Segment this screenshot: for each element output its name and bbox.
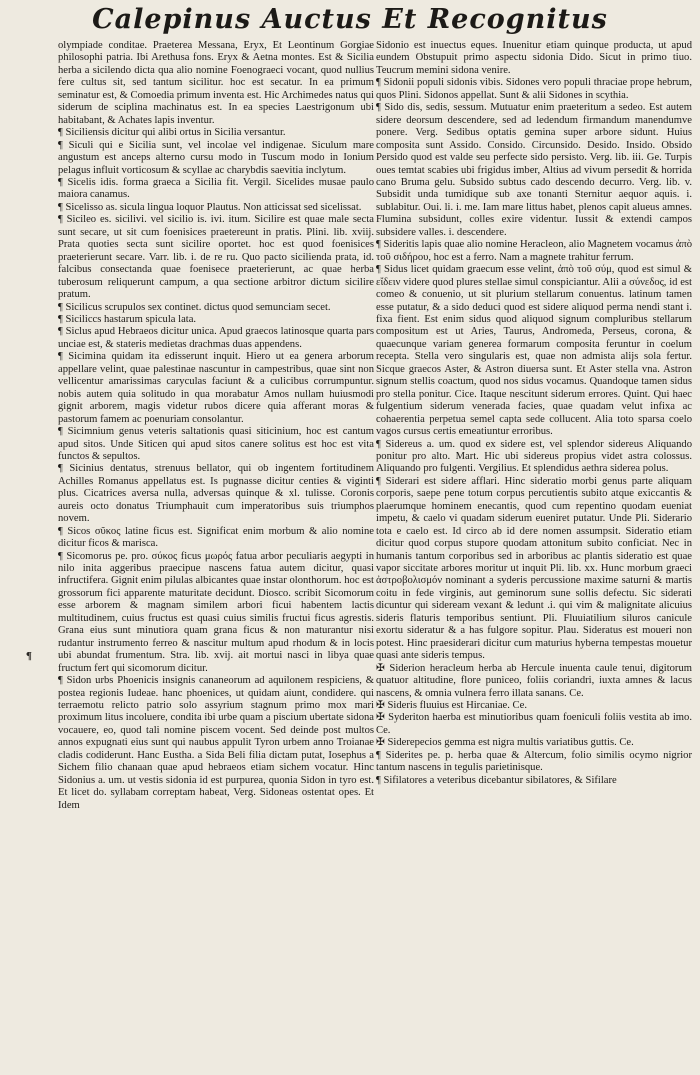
entry-sicos: ¶ Sicos σῦκος latine ficus est. Significat enim morbum & alio nomine dicitur ficos & marisca. [58,525,374,550]
entry-siciliensis: ¶ Siciliensis dicitur qui alibi ortus in Sicilia versantur. [58,127,286,139]
entry-sicileo: ¶ Sicileo es. sicilivi. vel sicilio is. ivi. itum. Sicilire est quae male secta sunt secare, ut sit cum foenisices praetereunt in pratis. Plini. lib. xviij. Prata quoties secta sunt sicilire oportet. hoc est quod foenisices praeterierunt secare. Varr. lib. i. de re ru. Quo pacto sicilienda prata, id. falcibus consectanda quae foenisece praeterierunt, ac quae herba tuberosum reliquerunt campum, a qua sectione arbitror dictum sicilire pratum. [58,214,374,301]
entry-sicelis: ¶ Sicelis idis. forma graeca a Sicilia fit. Vergil. Sicelides musae paulo maiora canamus. [58,176,374,201]
entry-sicilicus: ¶ Sicilicus scrupulos sex continet. dictus quod semunciam secet. [58,301,331,313]
entry-sicimnium: ¶ Sicimnium genus veteris saltationis quasi siticinium, hoc est cantum apud sitos. Unde Siticen qui apud sitos canere solitus est hoc est vita functos & sepultos. [58,426,374,462]
entry-sideris: ✠ Sideris fluuius est Hircaniae. Ce. [376,700,527,712]
entry-sidus: ¶ Sidus licet quidam graecum esse velint, ἀπὸ τοῦ σύμ, quod est simul & εἴδειν videre quod plures stellae simul conspiciantur. Alii a σύνεδος, id est comeo & conuenio, ut sit plurium stellarum conuentus. latinum tamen esse putatur, & a sido deduci quod est sidere aliquod perma nendi stant i. fixa fient. Est enim sidus quod aliquod signum compluribus stellarum compositum est ut Aries, Taurus, Andromeda, Perseus, corona, & quaecunque variam generea formarum composita feruntur in coelum recepta. Stella vero singularis est, quae non admista alijs sola fertur. Sicque graecos Aster, & Astron diuersa sunt. Et Aster stella vna. Astron signum stellis coactum, quod nos sidus vocamus. Quandoque tamen sidus pro stella ponitur. Cice. Itaque nescitunt siderum errores. Quint. Qui haec fulgentium siderum venerada facies, quae quadam velut infixa ac cohaerentia perpetua semel capta sede collucent. Alia toto sparsa coelo vagos cursus certis emeatiuntur erroribus. [376,264,692,438]
left-column [58,40,374,1050]
entry-sidonii: ¶ Sidonii populi sidonis vibis. Sidones vero populi thraciae prope hebrum, quos Plini. Sidonos appellat. Sunt & alii Sidones in scythia. [376,77,692,101]
entry-sidereus: ¶ Sidereus a. um. quod ex sidere est, vel splendor sidereus Aliquando ponitur pro alto. Mart. Hic ubi sidereus propius videt astra colossus. Aliquando pro fulgenti. Vergilius. Et splendidus aethra siderea polus. [376,438,692,475]
entry-sidonio: Sidonio est inuectus eques. Inuenitur etiam quinque producta, ut apud eundem Obstupuit primo aspectu sidonia Dido. Sicut in primo tiuo. Teucrum memini sidona venire. [376,40,692,76]
right-column [376,40,692,1050]
entry-sicelisso: ¶ Sicelisso as. sicula lingua loquor Plautus. Non atticissat sed sicelissat. [58,201,362,213]
entry-siderites: ¶ Siderites pe. p. herba quae & Altercum, folio similis ocymo nigrior tantum nascens in tegulis parietinisque. [376,749,692,774]
entry-sicinius: ¶ Sicinius dentatus, strenuus bellator, qui ob ingentem fortitudinem Achilles Romanus appellatus est. Is pugnasse dicitur centies & viginti plus. Cicatrices aversa nulla, adversas quinque & xl. tulisse. Coronis aureis octo donatus Triumphauit cum imperatoribus suis triumphos novem. [58,463,374,525]
entry-sidon: ¶ Sidon urbs Phoenicis insignis cananeorum ad aquilonem respiciens, & postea regionis Iudeae. hanc phoenices, ut quidam aiunt, condidere. qui terraemotu relicto patrio solo assyrium stagnum primo mox mari proximum litus incoluere, condita ibi urbe quam a piscium ubertate sidona vocauere, eo, quod tali nomine piscem vocent. Sed deinde post multos annos expugnati eius sunt qui naubus appulit Tyron urbem anno Troianae cladis codiderunt. Hanc Eustha. a Sida Beli filia dictam putat, Iosephus a Sichem filio chanaan quae apud hebraeos etiam sichem vocatur. Hinc Sidonius a. um. ut vestis sidonia id est purpurea, quonia Sidon in tyro est. Et licet do. syllabam correptam habeat, Verg. Sidoneas ostentat opes. Et Idem [58,675,374,811]
entry-sido: ¶ Sido dis, sedis, sessum. Mutuatur enim praeteritum a sedeo. Est autem sidere deorsum descendere, sed ad ledendum firmandum manendumve ponere. Verg. Sedibus optatis gemina super arbore sidunt. Huius composita sunt Assido. Consido. Circunsido. Desido. Insido. Obsido Persido quod est valde seu perfecte sido persisto. Verg. lib. iii. Ge. Turpis oues temtat scabies ubi frigidus imber, Altius ad vivum persedit & horrida cano Bruma gelu. Subsido subtus cado descendo decurro. Verg. lib. v. Subsidit unda tumidique sub axe tonanti Sternitur aequor aquis. i. sublabitur. Oui. li. i. me. Iam mare littus habet, plenos capit alueus amnes. Flumina subsidunt, colles exire videntur. Iussit & extendi campos subsidere valles. i. descendere. [376,102,692,238]
margin-paragraph-mark: ¶ [26,650,32,662]
running-head: Calepinus Auctus Et Recognitus [92,4,608,35]
entry-sicomorus: ¶ Sicomorus pe. pro. σύκος ficus μωρός fatua arbor peculiaris aegypti in nilo inita aggeribus praecipue nascens fatua autem dicitur, quasi infructifera. Gignit enim pilulas albicantes quae instar olonthorum. hoc est grossorum fici apparente maturitate decidunt. Diosco. scribit Sicomorum esse arborem & magnam similem arbori ficui habentem lactis multitudinem, cuius fructus est quasi cuius similis fructui ficus agrestis. Grana eius sunt minutiora quam grana ficus & non maturantur nisi rudantur instrumento ferreo & nascitur multum apud rhodum & in locis ubi abundat frumentum. Stra. lib. xvij. ait mortui nasci in libya quae fructum fert qui sicomorum dicitur. [58,550,374,674]
entry-sicimina: ¶ Sicimina quidam ita edisserunt inquit. Hiero ut ea genera arborum appellare velint, quae palestinae nascuntur in campestribus, quae sint non vellicentur amarissimas caryculas faciunt & a culicibus corrumpuntur. nobis autem quia solitudo in qua morabatur Amos nullam huiusmodi gignit arborem, magis videtur rubos dicere quia afferant moras & pastorum famem ac poenuriam consolantur. [58,351,374,425]
entry-siciliccs: ¶ Siciliccs hastarum spicula lata. [58,313,197,325]
entry-olympiade: olympiade conditae. Praeterea Messana, Eryx, Et Leontinum Gorgiae philosophi patria. Ibi Arethusa fons. Eryx & Aetna montes. Est & Sicilia herba a sicilendo dicta qua alio nomine Foenograeci vocant, quod nullius fere cultus sit, sed tantum sicilitur. hoc est secatur. In ea primum seminatur est, & Comoedia primum inventa est. Hic Archimedes natus qui siderum de sciplina machinatus est. In ea species Laestrigonum ubi habitabant, & Achates lapis inventur. [58,40,374,126]
entry-sideritis: ¶ Sideritis lapis quae alio nomine Heracleon, alio Magnetem vocamus ἀπὸ τοῦ σιδήρου, hoc est a ferro. Nam a magnete trahitur ferrum. [376,239,692,263]
entry-siclus: ¶ Siclus apud Hebraeos dicitur unica. Apud graecos latinosque quarta pars unciae est, & stateris medietas drachmas duas appendens. [58,326,374,350]
entry-syderiton: ✠ Syderiton haerba est minutioribus quam foeniculi foliis vestita ab imo. Ce. [376,712,692,736]
entry-siderion: ✠ Siderion heracleum herba ab Hercule inuenta caule tenui, digitorum quatuor altitudine, flore puniceo, foliis coriandri, iuxta amnes & lacus nascens, & omnia vulnera ferro illata sanans. Ce. [376,662,692,699]
entry-siderari: ¶ Siderari est sidere afflari. Hinc sideratio morbi genus parte aliquam corporis, saepe pene totum corpus percutientis subito atque exiccantis & plaerumque hominem enecantis, quod cum repentino quodam eueniat impetu, & caelo vi quadam siderum eueniret putatur. Unde Pli. Siderario tota e caelo est. Id circo ab id dere nomen assumpsit. Sideratio etiam dicitur quod corpus stupore quodam attonitum subito conficiat. Nec in humanis tantum corporibus sed in arboribus ac plantis sideratio est quae vapor siccitate arbores moritur ut inquit Pli. lib. xx. Hunc morbum graeci ἀστροβολισμόν nominant a syderis percussione maxime saturni & martis coitu in fede virginis, aut geminorum sune sollis defectu. Sic siderati dicuntur qui sideream vexant & ledunt .i. qui vim & malignitate alicuius sideris flaturis temporibus sentiunt. Pli. Fluuiatilium siluros canicule exortu sideratur & a has fulgore sopitur. Plau. Sideratus est moueri non potest. Hinc praesiderari dicitur cum maturius hyberna tempestas mouetur quasi ante sideris tempus. [376,475,692,662]
entry-siderepecios: ✠ Siderepecios gemma est nigra multis variatibus guttis. Ce. [376,737,634,749]
entry-siculi: ¶ Siculi qui e Sicilia sunt, vel incolae vel indigenae. Siculum mare angustum est anceps alterno cursu modo in Tuscum modo in Ionium pelagus influit vorticosum & scyllae ac charybdis saevitia inclytum. [58,139,374,176]
entry-sifilatores: ¶ Sifilatores a veteribus dicebantur sibilatores, & Sifilare [376,774,617,786]
